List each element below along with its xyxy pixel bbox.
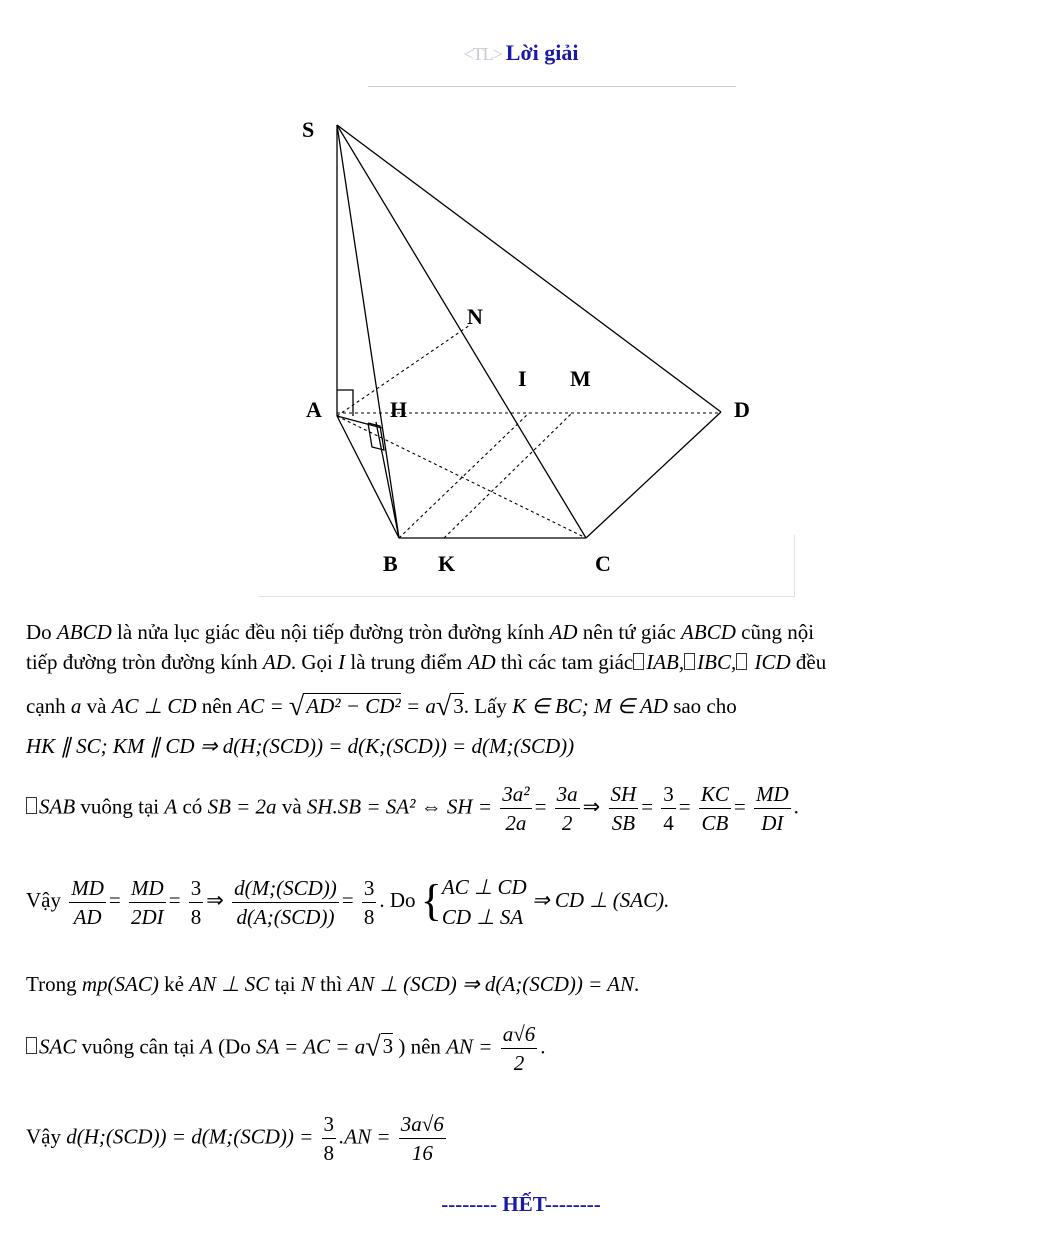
edge-bh — [376, 422, 399, 538]
edge-sd — [337, 125, 721, 412]
triangle-symbol-box — [684, 653, 695, 670]
figure-frame-right — [794, 535, 795, 597]
geometry-figure — [258, 110, 798, 600]
logo-mark: <TL> — [463, 44, 502, 64]
text-line-9: Vậy d(H;(SCD)) = d(M;(SCD)) = $\frac{3}{8}$ .AN = $\frac{3a√6}{16}$ — [26, 1112, 444, 1165]
label-m: M — [570, 366, 591, 391]
text-line-7: Trong mp(SAC) kẻ AN ⊥ SC tại N thì AN ⊥ (SCD) ⇒ d(A;(SCD)) = AN. — [26, 972, 640, 996]
text-line-3: cạnh a và AC ⊥ CD nên AC = √AD² − CD² = a√3. Lấy K ∈ BC; M ∈ AD sao cho — [26, 691, 737, 722]
segment-km — [444, 413, 572, 538]
triangle-symbol-box — [26, 1037, 37, 1054]
label-s: S — [302, 117, 315, 142]
segment-bi — [399, 413, 529, 538]
label-b: B — [383, 551, 398, 576]
text-line-2: tiếp đường tròn đường kính AD. Gọi I là trung điểm AD thì các tam giác IAB, IBC, ICD đều — [26, 650, 827, 674]
header-divider — [368, 86, 736, 87]
edge-ah — [337, 416, 382, 428]
label-k: K — [438, 551, 456, 576]
text-line-5: SAB vuông tại A có SB = 2a và SH.SB = SA² ⇔ SH = $\frac{\text{3a²}}{2a}$ = $\frac{3a}{2}$ ⇒ $\frac{SH}{SB}$ = $\frac{3}{4}$ = $\frac{KC}{CB}$ = $\frac{MD}{DI}$ . — [26, 780, 799, 837]
text-line-4: HK ∥ SC; KM ∥ CD ⇒ d(H;(SCD)) = d(K;(SCD)) = d(M;(SCD)) — [26, 734, 575, 758]
edge-cd — [586, 412, 721, 538]
triangle-symbol-box — [736, 653, 747, 670]
text-line-8: SAC vuông cân tại A (Do SA = AC = a√3 ) nên AN = $\frac{a√6}{2}$ . — [26, 1020, 545, 1077]
edge-sc — [337, 125, 586, 538]
label-i: I — [518, 366, 527, 391]
triangle-symbol-box — [26, 797, 37, 814]
end-marker: -------- HẾT-------- — [441, 1192, 601, 1216]
section-title: Lời giải — [505, 40, 579, 65]
label-h: H — [390, 397, 408, 422]
label-d: D — [734, 397, 750, 422]
label-a: A — [306, 397, 322, 422]
section-header — [0, 40, 1042, 66]
label-n: N — [467, 304, 483, 329]
text-line-1: Do ABCD là nửa lục giác đều nội tiếp đường tròn đường kính AD nên tứ giác ABCD cũng nội — [26, 620, 815, 644]
right-angle-a — [337, 390, 353, 416]
label-c: C — [595, 551, 611, 576]
triangle-symbol-box — [633, 653, 644, 670]
figure-frame-bottom — [258, 596, 795, 597]
text-line-6: Vậy $\frac{MD}{AD}$ = $\frac{MD}{2DI}$ = $\frac{3}{8}$ ⇒ $\frac{\text{d(M;(SCD))}}{\text{d(A;(SCD))}}$ = $\frac{3}{8}$ . Do { AC ⊥ CD CD ⊥ SA ⇒ CD ⊥ (SAC). — [26, 875, 670, 929]
